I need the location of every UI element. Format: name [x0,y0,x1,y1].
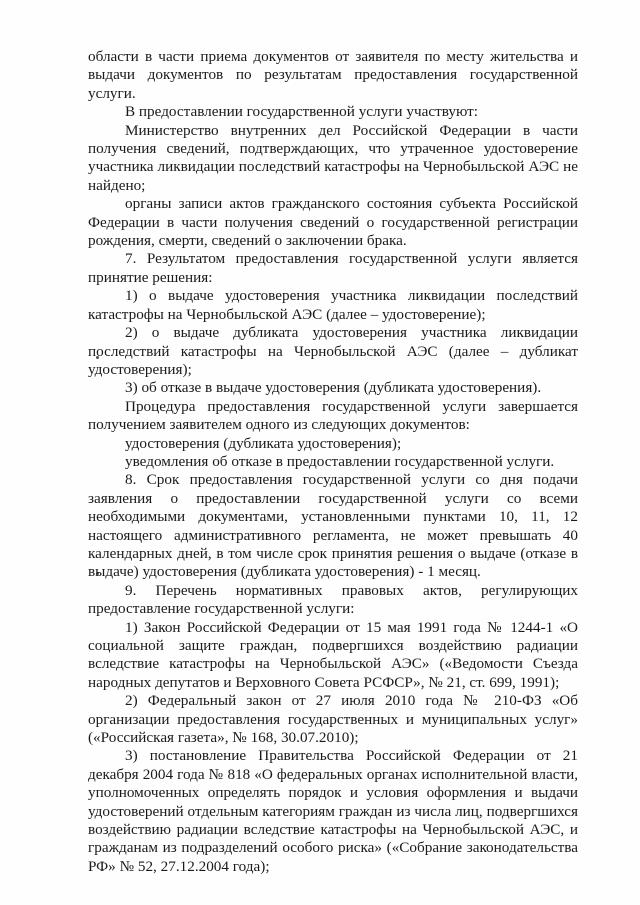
paragraph-1: В предоставлении государственной услуги участвуют: [125,103,478,121]
paragraph-14: 2) Федеральный закон от 27 июля 2010 года № 210-ФЗ «Об организации предоставления государственных и муниципальных услуг» («Российская газета», № 168, 30.07.2010); [88,692,578,747]
paragraph-9: удостоверения (дубликата удостоверения); [125,434,402,452]
paragraph-3: органы записи актов гражданского состояния субъекта Российской Федерации в части получения сведений о государственной регистрации рождения, смерти, сведений о заключении брака. [88,195,578,250]
paragraph-4: 7. Результатом предоставления государственной услуги является принятие решения: [88,250,578,286]
paragraph-8: Процедура предоставления государственной услуги завершается получением заявителем одного из следующих документов: [88,397,578,434]
paragraph-2: Министерство внутренних дел Российской Федерации в части получения сведений, подтверждающих, что утраченное удостоверение участника ликвидации последствий катастрофы на Чернобыльской АЭС не найдено; [88,121,578,194]
paragraph-15: 3) постановление Правительства Российской Федерации от 21 декабря 2004 года № 818 «О федеральных органах исполнительной власти, уполномоченных определять порядок и условия оформления и выдачи удостоверений отдельным категориям граждан из числа лиц, подвергшихся воздействию радиации вследствие катастрофы на Чернобыльской АЭС, и гражданам из подразделений особого риска» («Собрание законодательства РФ» № 52, 27.12.2004 года); [88,747,578,875]
paragraph-5: 1) о выдаче удостоверения участника ликвидации последствий катастрофы на Чернобыльской АЭС (далее – удостоверение); [88,287,578,323]
paragraph-6: 2) о выдаче дубликата удостоверения участника ликвидации последствий катастрофы на Чернобыльской АЭС (далее – дубликат удостоверения); [88,324,578,378]
paragraph-7: 3) об отказе в выдаче удостоверения (дубликата удостоверения). [125,379,542,397]
paragraph-0: области в части приема документов от заявителя по месту жительства и выдачи документов по результатам предоставления государственной услуги. [88,48,578,102]
paragraph-12: 9. Перечень нормативных правовых актов, регулирующих предоставление государственной услуги: [88,581,578,618]
paragraph-11: 8. Срок предоставления государственной услуги со дня подачи заявления о предоставлении государственной услуги со всеми необходимыми документами, установленными пунктами 10, 11, 12 настоящего административного регламента, не может превышать 40 календарных дней, в том числе срок принятия решения о выдаче (отказе в выдаче) удостоверения (дубликата удостоверения) - 1 месяц. [88,471,578,581]
paragraph-13: 1) Закон Российской Федерации от 15 мая 1991 года № 1244-1 «О социальной защите граждан, подвергшихся воздействию радиации вследствие катастрофы на Чернобыльской АЭС» («Ведомости Съезда народных депутатов и Верховного Совета РСФСР», № 21, ст. 699, 1991); [88,618,578,691]
document-body [88,48,578,876]
paragraph-10: уведомления об отказе в предоставлении государственной услуги. [125,452,555,470]
